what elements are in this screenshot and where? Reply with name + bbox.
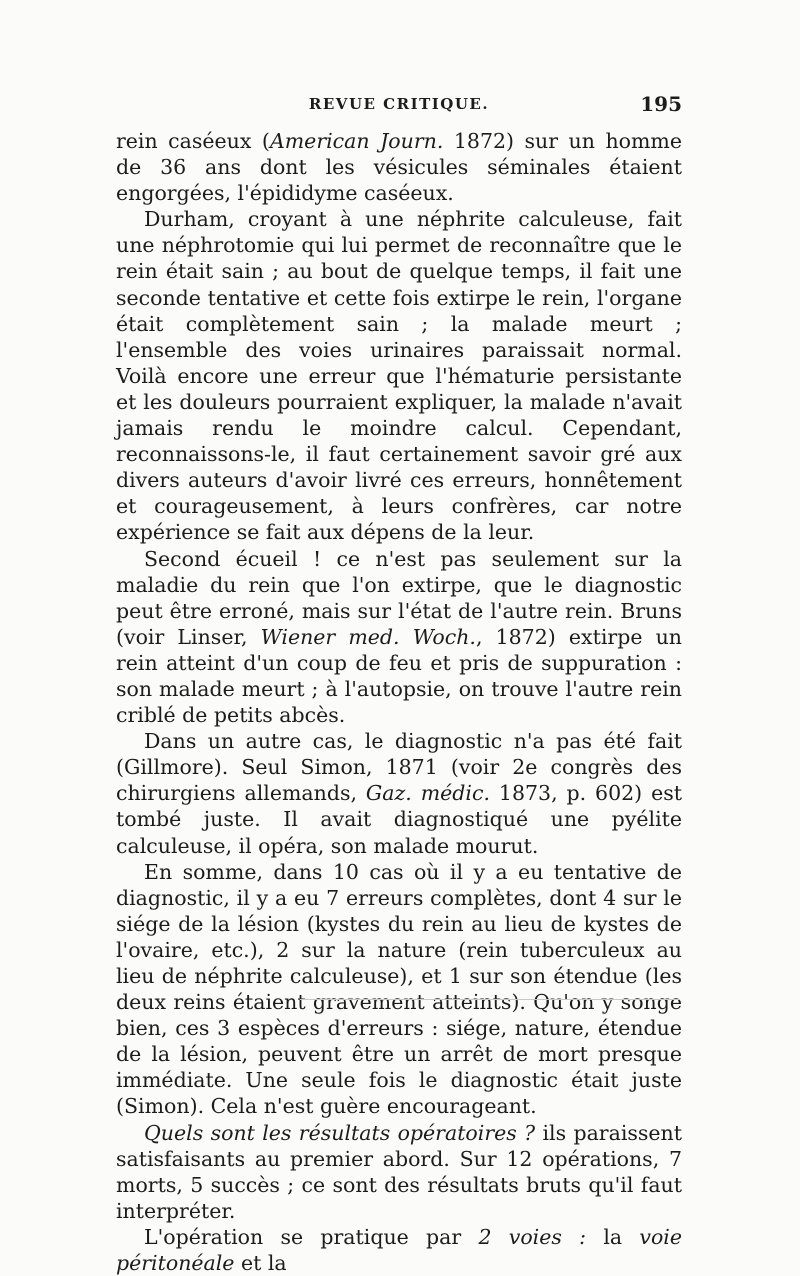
text-run: En somme, dans 10 cas où il y a eu tentative de diagnostic, il y a eu 7 erreurs complètes, dont 4 sur le siége de la lésion (kystes du rein au lieu de kystes de l'ovaire, etc.), 2 sur la nature (rein tuberculeux au lieu de néphrite calculeuse), et 1 sur son étendue (les deux reins étaient gravement atteints). Qu'on y songe bien, ces 3 espèces d'erreurs : siége, nature, étendue de la lésion, peuvent être un arrêt de mort presque immédiate. Une seule fois le diagnostic était juste (Simon). Cela n'est guère encourageant. [116,859,682,1119]
text-run: ils paraissent satisfaisants au premier abord. Sur 12 opérations, 7 morts, 5 succès ; ce sont des résultats bruts qu'il faut interpréter. [116,1120,683,1223]
text-run: , 1872) extirpe un rein atteint d'un coup de feu et pris de suppuration : son malade meurt ; à l'autopsie, on trouve l'autre rein criblé de petits abcès. [116,624,683,728]
paragraph [116,128,682,206]
paragraph [116,859,682,1120]
text-run: Dans un autre cas, le diagnostic n'a pas été fait (Gillmore). Seul Simon, 1871 (voir 2e congrès des chirurgiens allemands, [116,729,682,806]
running-title: REVUE CRITIQUE. [308,95,490,113]
text-run: Second écueil ! ce n'est pas seulement sur la maladie du rein que l'on extirpe, que le diagnostic peut être erroné, mais sur l'état de l'autre rein. Bruns (voir Linser, [116,546,682,649]
text-run: rein caséeux ( [116,129,270,153]
page-header [116,92,682,121]
text-run: 1873, p. 602) est tombé juste. Il avait diagnostiqué une pyélite calculeuse, il opéra, son malade mourut. [116,781,682,858]
body-text [116,128,682,1276]
text-run: 1872) sur un homme de 36 ans dont les vésicules séminales étaient engorgées, l'épididyme caséeux. [116,129,682,206]
italic-text: voie péritonéale [116,1224,682,1276]
italic-text: Gaz. médic. [365,781,490,806]
italic-text: Wiener med. Woch. [260,624,476,649]
paragraph [116,728,682,858]
text-run: et la [234,1251,287,1276]
text-run: Durham, croyant à une néphrite calculeuse, fait une néphrotomie qui lui permet de reconnaître que le rein était sain ; au bout de quelque temps, il fait une seconde tentative et cette fois extirpe le rein, l'organe était complètement sain ; la malade meurt ; l'ensemble des voies urinaires paraissait normal. Voilà encore une erreur que l'hématurie persistante et les douleurs pourraient expliquer, la malade n'avait jamais rendu le moindre calcul. Cependant, reconnaissons-le, il faut certainement savoir gré aux divers auteurs d'avoir livré ces erreurs, honnêtement et courageusement, à leurs confrères, car notre expérience se fait aux dépens de la leur. [116,207,682,545]
italic-text: American Journ. [269,129,444,153]
paragraph [116,206,682,545]
text-run: la [586,1224,640,1249]
paragraph [116,1224,682,1276]
paragraph [116,546,682,729]
text-run: L'opération se pratique par [144,1224,479,1249]
paragraph [116,1120,682,1224]
faint-rule [300,999,680,1000]
italic-text: 2 voies : [478,1224,587,1249]
page-number: 195 [640,92,682,116]
italic-text: Quels sont les résultats opératoires ? [144,1120,536,1145]
